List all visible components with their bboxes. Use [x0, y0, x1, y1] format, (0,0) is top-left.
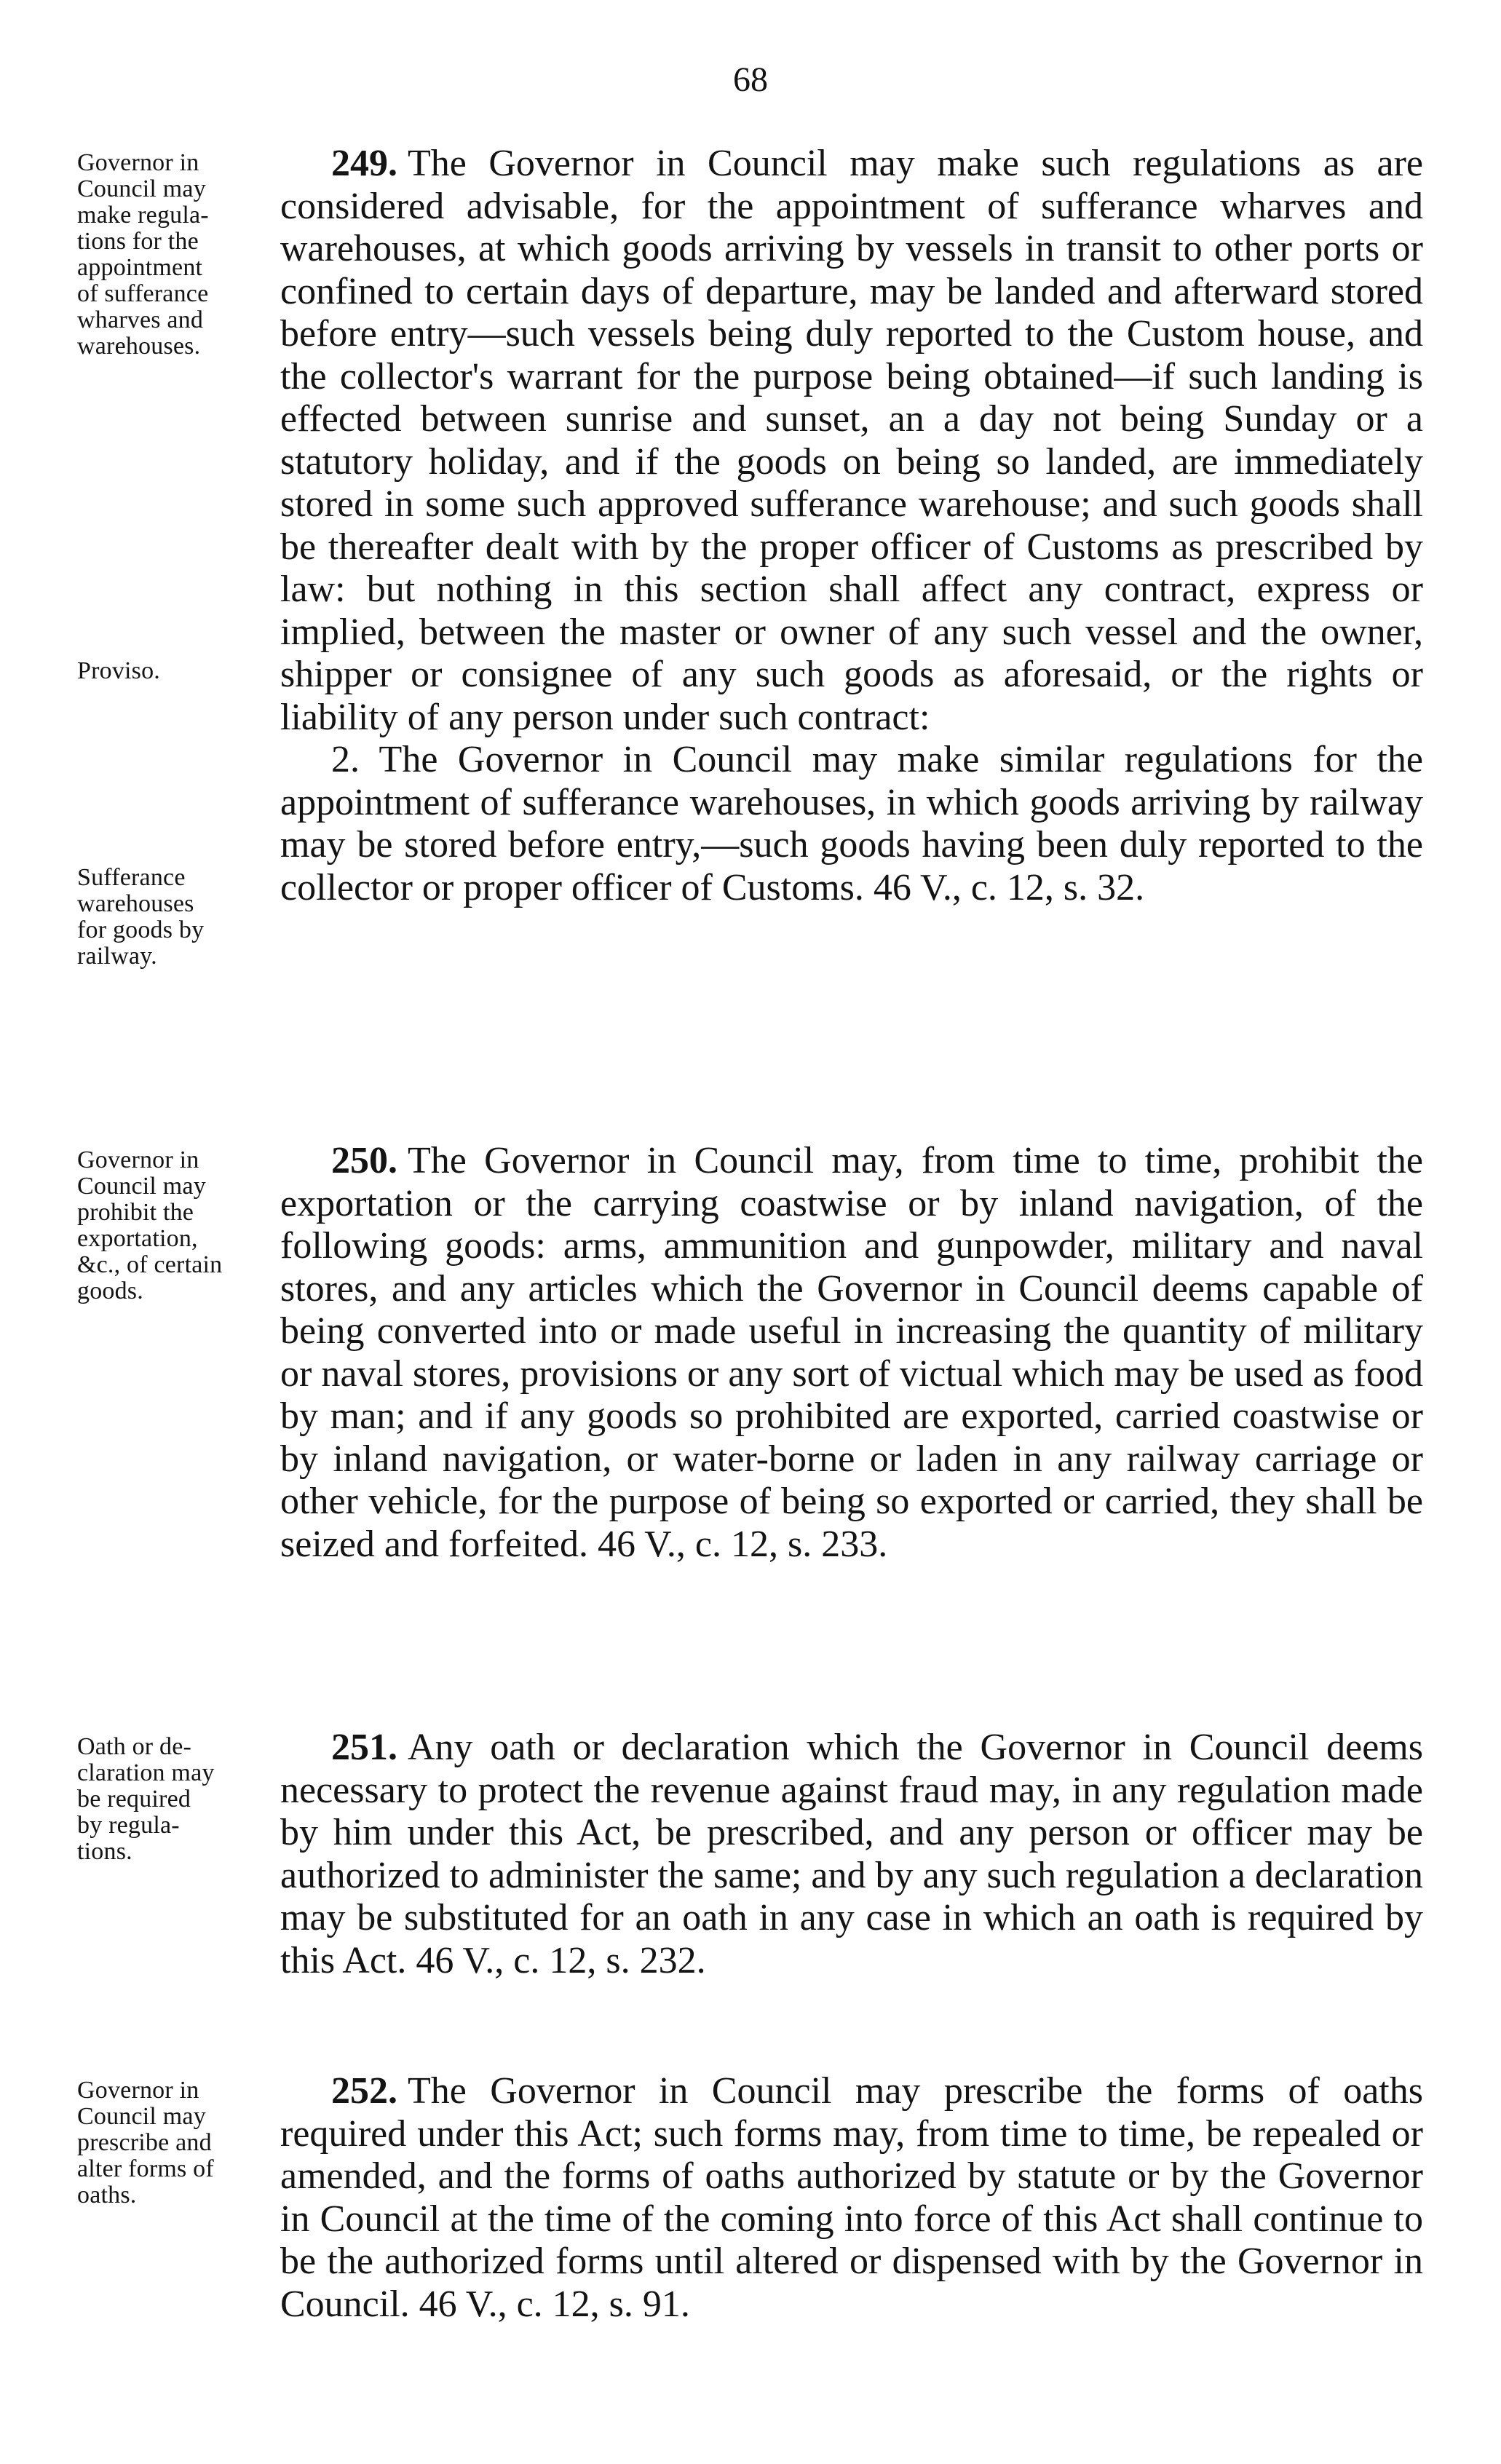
section-number: 250.: [331, 1140, 397, 1181]
section-body: [280, 2070, 1423, 2326]
section-body: [280, 1727, 1423, 1982]
section-text: Any oath or declaration which the Governor in Council deems necessary to protect the revenue against fraud may, in any regulation made by him under this Act, be prescribed, and any person or officer may be authorized to administer the same; and by any such regulation a declaration may be substituted for an oath in any case in which an oath is required by this Act. 46 V., c. 12, s. 232.: [280, 1727, 1423, 1981]
section-paragraph: [280, 1727, 1423, 1982]
marginal-note-proviso: Proviso.: [77, 657, 161, 684]
subsection-paragraph: 2. The Governor in Council may make similar regulations for the appointment of sufferance warehouses, in which goods arriving by railway may be stored before entry,—such goods having been duly reported to the collector or proper officer of Customs. 46 V., c. 12, s. 32.: [280, 739, 1423, 908]
section-body: [280, 1140, 1423, 1566]
page-number: 68: [733, 60, 768, 99]
section-body: [280, 143, 1423, 909]
marginal-note: Oath or de- claration may be required by regula- tions.: [77, 1733, 215, 1865]
marginal-note: Governor in Council may prescribe and alter forms of oaths.: [77, 2077, 214, 2209]
section-text: The Governor in Council may prescribe the forms of oaths required under this Act; such forms may, from time to time, be repealed or amended, and the forms of oaths authorized by statute or by the Governor in Council at the time of the coming into force of this Act shall continue to be the authorized forms until altered or dispensed with by the Governor in Council. 46 V., c. 12, s. 91.: [280, 2070, 1423, 2325]
section-number: 249.: [331, 143, 397, 184]
section-text: The Governor in Council may make such regulations as are considered advisable, for the appointment of sufferance wharves and warehouses, at which goods arriving by vessels in transit to other ports or confined to certain days of departure, may be landed and afterward stored before entry—such vessels being duly reported to the Custom house, and the collector's warrant for the purpose being obtained—if such landing is effected between sunrise and sunset, an a day not being Sunday or a statutory holiday, and if the goods on being so landed, are immediately stored in some such approved sufferance warehouse; and such goods shall be thereafter dealt with by the proper officer of Customs as prescribed by law: but nothing in this section shall affect any contract, express or implied, between the master or owner of any such vessel and the owner, shipper or consignee of any such goods as aforesaid, or the rights or liability of any person under such contract:: [280, 143, 1423, 738]
marginal-note-sufferance-railway: Sufferance warehouses for goods by railway.: [77, 864, 205, 970]
section-paragraph: [280, 143, 1423, 739]
marginal-note: Governor in Council may prohibit the exportation, &c., of certain goods.: [77, 1146, 223, 1304]
marginal-note: Governor in Council may make regula- tions for the appointment of sufferance wharves and warehouses.: [77, 149, 209, 360]
section-text: The Governor in Council may, from time to time, prohibit the exportation or the carrying coastwise or by inland navigation, of the following goods: arms, ammunition and gunpowder, military and naval stores, and any articles which the Governor in Council deems capable of being converted into or made useful in increasing the quantity of military or naval stores, provisions or any sort of victual which may be used as food by man; and if any goods so prohibited are exported, carried coastwise or by inland navigation, or water-borne or laden in any railway carriage or other vehicle, for the purpose of being so exported or carried, they shall be seized and forfeited. 46 V., c. 12, s. 233.: [280, 1140, 1423, 1565]
section-paragraph: [280, 1140, 1423, 1566]
section-paragraph: [280, 2070, 1423, 2326]
section-number: 251.: [331, 1727, 397, 1768]
section-number: 252.: [331, 2070, 397, 2112]
